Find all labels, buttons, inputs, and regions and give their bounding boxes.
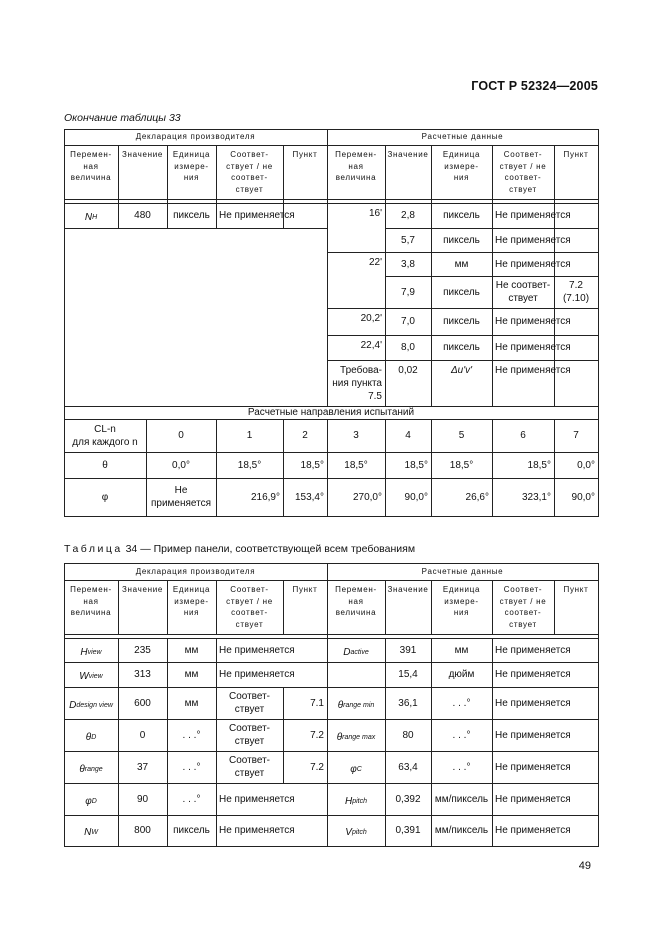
variable-symbol: θ xyxy=(337,699,344,711)
cell-value: 37 xyxy=(136,761,149,773)
theta-value: 0,0° xyxy=(577,459,595,471)
header-value: Значение xyxy=(121,150,164,159)
header-variable: Перемен- ная величина xyxy=(70,585,112,617)
cell-unit: Δu'v' xyxy=(450,365,473,376)
cell-value: 800 xyxy=(134,825,151,836)
cell-value: 8,0 xyxy=(401,342,415,353)
cell-match: Не применяется xyxy=(495,316,571,327)
cell-match: Соответ- ствует xyxy=(228,691,271,715)
cell-unit: . . .° xyxy=(452,697,471,709)
cell-value: 0,391 xyxy=(395,825,421,836)
cell-match: Не применяется xyxy=(219,793,295,805)
table-34-caption xyxy=(64,543,415,555)
cell-unit: . . .° xyxy=(182,761,201,773)
cell-value: 80 xyxy=(402,729,414,741)
cell-variable: 16' xyxy=(368,208,382,219)
cell-match: Не применяется xyxy=(495,697,571,709)
direction-index: 2 xyxy=(302,430,308,441)
variable-subscript: range min xyxy=(343,701,375,709)
table-rule xyxy=(64,516,599,517)
cell-unit: мм xyxy=(454,644,469,656)
group-header-manufacturer: Декларация производителя xyxy=(135,566,256,576)
cell-value: 3,8 xyxy=(401,258,415,270)
cell-match: Не применяется xyxy=(495,210,571,221)
cell-match: Не применяется xyxy=(495,793,571,805)
phi-value: 153,4° xyxy=(294,491,324,503)
theta-value: 18,5° xyxy=(449,459,474,471)
direction-index: 0 xyxy=(178,430,184,441)
cell-value: 2,8 xyxy=(401,210,415,221)
cell-value: 480 xyxy=(134,210,151,221)
header-unit: Единица измере- ния xyxy=(172,150,211,182)
cell-unit: мм xyxy=(184,697,199,709)
cell-value: 0,02 xyxy=(398,365,418,376)
cell-value: 0,392 xyxy=(395,793,421,805)
cell-unit: пиксель xyxy=(173,210,210,221)
cell-variable: 20,2' xyxy=(360,313,382,324)
table-rule xyxy=(598,563,599,847)
cell-match: Не применяется xyxy=(495,825,571,836)
cell-unit: мм/пиксель xyxy=(434,793,489,805)
cell-unit: . . .° xyxy=(182,793,201,805)
phi-label: φ xyxy=(101,491,109,503)
header-item: Пункт xyxy=(292,150,318,159)
variable-subscript: view xyxy=(88,673,103,680)
header-item: Пункт xyxy=(563,150,589,159)
cell-unit: пиксель xyxy=(443,210,480,221)
variable-subscript: D xyxy=(91,797,97,805)
cell-value: 313 xyxy=(134,669,151,680)
cell-match: Соответ- ствует xyxy=(228,755,271,779)
cell-unit: мм xyxy=(184,644,199,656)
cell-match: Не применяется xyxy=(495,644,571,656)
document-header: ГОСТ Р 52324—2005 xyxy=(471,79,598,93)
phi-value: 216,9° xyxy=(250,491,280,503)
header-match: Соответ- ствует / не соответ- ствует xyxy=(226,585,273,629)
cell-match: Не применяется xyxy=(495,729,571,741)
group-header-manufacturer: Декларация производителя xyxy=(135,132,256,142)
variable-subscript: range xyxy=(84,765,103,773)
header-variable: Перемен- ная величина xyxy=(335,585,377,617)
cell-unit: . . .° xyxy=(452,761,471,773)
cell-value: 235 xyxy=(134,644,151,656)
cell-variable xyxy=(64,638,118,662)
variable-symbol: D xyxy=(343,646,351,658)
direction-index: 6 xyxy=(520,430,526,441)
table-rule xyxy=(64,634,599,635)
theta-value: 18,5° xyxy=(300,459,324,471)
header-value: Значение xyxy=(387,585,429,594)
table-34-caption-label: Таблица xyxy=(64,543,123,555)
cell-value: 15,4 xyxy=(398,669,418,680)
header-variable: Перемен- ная величина xyxy=(335,150,377,182)
cell-item: 7.2 xyxy=(310,761,324,773)
cell-value: 0 xyxy=(139,729,146,741)
cell-variable xyxy=(327,783,385,815)
header-item: Пункт xyxy=(563,585,589,594)
cell-match: Не применяется xyxy=(495,342,571,353)
cell-variable xyxy=(327,638,385,662)
header-unit: Единица измере- ния xyxy=(442,150,481,182)
variable-subscript: pitch xyxy=(351,829,367,836)
cell-variable: 22' xyxy=(368,257,382,268)
variable-symbol: θ xyxy=(79,763,85,775)
cell-value: 391 xyxy=(399,644,417,656)
cell-match: Не применяется xyxy=(219,669,295,680)
cell-match: Не применяется xyxy=(219,644,295,656)
cell-match: Не применяется xyxy=(495,258,571,270)
cell-variable xyxy=(327,719,385,751)
direction-index: 7 xyxy=(573,430,579,441)
variable-symbol: N xyxy=(84,827,92,838)
cell-variable: Требова- ния пункта 7.5 xyxy=(332,365,382,402)
cell-unit: мм xyxy=(184,669,199,680)
cell-variable xyxy=(64,687,118,719)
cell-match: Соответ- ствует xyxy=(228,723,271,747)
variable-subscript: view xyxy=(87,648,102,656)
header-value: Значение xyxy=(121,585,164,594)
header-item: Пункт xyxy=(292,585,318,594)
variable-symbol: θ xyxy=(336,731,343,743)
phi-value: 323,1° xyxy=(521,491,551,503)
cell-variable xyxy=(327,815,385,846)
theta-value: 18,5° xyxy=(344,459,368,471)
directions-label: CL-n для каждого n xyxy=(72,423,138,448)
theta-value: 18,5° xyxy=(404,459,428,471)
variable-symbol: H xyxy=(80,646,88,658)
page-number: 49 xyxy=(578,860,591,872)
cell-value: 7,9 xyxy=(401,286,415,298)
cell-unit: мм xyxy=(454,258,469,270)
cell-match: Не применяется xyxy=(495,669,571,680)
cell-item: 7.2 (7.10) xyxy=(562,280,590,304)
cell-match: Не применяется xyxy=(495,365,571,376)
group-header-calculated: Расчетные данные xyxy=(421,566,504,576)
phi-value: 270,0° xyxy=(352,491,382,503)
cell-item: 7.2 xyxy=(310,729,324,741)
table-rule xyxy=(598,129,599,517)
phi-value: 90,0° xyxy=(404,491,428,503)
direction-index: 4 xyxy=(405,430,411,441)
cell-unit: мм/пиксель xyxy=(434,825,489,836)
theta-value: 18,5° xyxy=(527,459,551,471)
variable-subscript: pitch xyxy=(352,797,368,805)
header-unit: Единица измере- ния xyxy=(442,585,481,617)
cell-variable xyxy=(64,203,118,228)
header-match: Соответ- ствует / не соответ- ствует xyxy=(499,150,547,194)
theta-value: 18,5° xyxy=(237,459,262,471)
cell-variable xyxy=(64,662,118,687)
cell-match: Не применяется xyxy=(219,210,295,221)
cell-match: Не применяется xyxy=(495,234,571,246)
variable-subscript: H xyxy=(92,214,98,221)
cell-unit: дюйм xyxy=(448,669,475,680)
table-rule xyxy=(64,228,328,229)
variable-subscript: W xyxy=(91,829,98,836)
variable-symbol: W xyxy=(79,671,89,682)
cell-unit: пиксель xyxy=(443,316,480,327)
cell-variable xyxy=(64,751,118,783)
cell-variable xyxy=(64,783,118,815)
cell-value: 5,7 xyxy=(401,234,415,246)
cell-variable: 22,4' xyxy=(360,340,382,351)
cell-match: Не соответ- ствует xyxy=(495,280,551,304)
variable-subscript: design view xyxy=(76,701,113,709)
variable-symbol: N xyxy=(84,212,93,223)
header-unit: Единица измере- ния xyxy=(172,585,211,617)
cell-unit: . . .° xyxy=(182,729,201,741)
table-34-caption-text: 34 — Пример панели, соответствующей всем требованиям xyxy=(125,543,416,555)
variable-symbol: φ xyxy=(350,763,357,775)
cell-value: 7,0 xyxy=(401,316,415,327)
direction-index: 5 xyxy=(458,430,465,441)
theta-label: θ xyxy=(102,459,108,471)
header-value: Значение xyxy=(387,150,429,159)
phi-value: Не применяется xyxy=(150,485,212,509)
header-match: Соответ- ствует / не соответ- ствует xyxy=(499,585,547,629)
cell-match: Не применяется xyxy=(219,825,295,836)
cell-unit: пиксель xyxy=(443,234,480,246)
cell-variable xyxy=(327,751,385,783)
cell-value: 90 xyxy=(136,793,149,805)
cell-variable xyxy=(327,687,385,719)
cell-value: 36,1 xyxy=(398,697,418,709)
group-header-calculated: Расчетные данные xyxy=(421,132,504,142)
variable-symbol: D xyxy=(69,699,77,711)
cell-value: 63,4 xyxy=(398,761,418,773)
cell-match: Не применяется xyxy=(495,761,571,773)
variable-symbol: φ xyxy=(85,795,92,807)
cell-item: 7.1 xyxy=(310,697,324,709)
direction-index: 1 xyxy=(246,430,253,441)
variable-subscript: D xyxy=(91,733,97,741)
variable-subscript: C xyxy=(356,765,362,773)
cell-value: 600 xyxy=(134,697,151,709)
direction-index: 3 xyxy=(353,430,359,441)
phi-value: 26,6° xyxy=(465,491,489,503)
cell-unit: пиксель xyxy=(173,825,210,836)
directions-title: Расчетные направления испытаний xyxy=(247,407,415,418)
theta-value: 0,0° xyxy=(172,459,190,471)
variable-subscript: range max xyxy=(342,733,376,741)
cell-unit: пиксель xyxy=(443,286,480,298)
cell-unit: . . .° xyxy=(452,729,471,741)
table-rule xyxy=(64,199,599,200)
cell-variable xyxy=(64,815,118,846)
header-match: Соответ- ствует / не соответ- ствует xyxy=(226,150,273,194)
table-33-caption: Окончание таблицы 33 xyxy=(64,112,181,124)
variable-symbol: θ xyxy=(85,731,92,743)
table-rule xyxy=(64,846,599,847)
cell-unit: пиксель xyxy=(443,342,480,353)
header-variable: Перемен- ная величина xyxy=(70,150,112,182)
variable-symbol: H xyxy=(344,795,353,807)
variable-symbol: V xyxy=(345,827,352,838)
cell-variable xyxy=(64,719,118,751)
variable-subscript: active xyxy=(350,648,369,656)
phi-value: 90,0° xyxy=(571,491,595,503)
